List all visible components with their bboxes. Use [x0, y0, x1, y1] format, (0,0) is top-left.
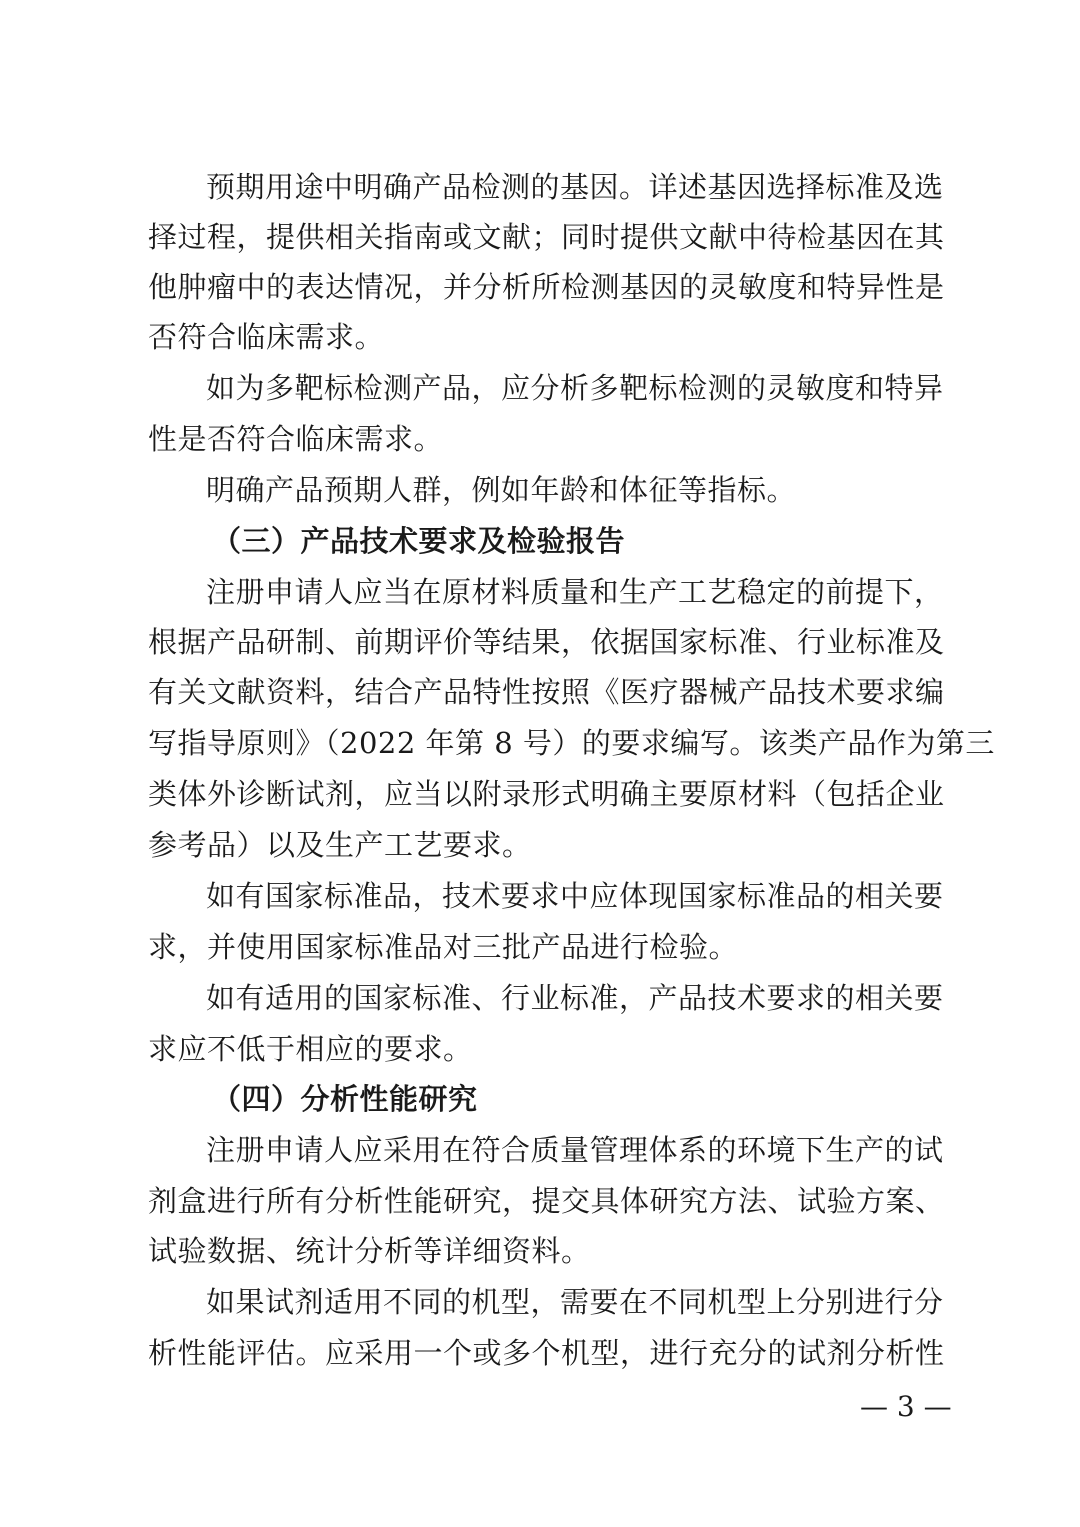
paragraph-5-line-4: 写指导原则》（2022 年第 8 号）的要求编写。该类产品作为第三	[148, 726, 995, 760]
paragraph-5-line-5: 类体外诊断试剂，应当以附录形式明确主要原材料（包括企业	[148, 777, 945, 811]
paragraph-9-line-3: 试验数据、统计分析等详细资料。	[148, 1234, 591, 1268]
paragraph-1-line-4: 否符合临床需求。	[148, 320, 385, 354]
paragraph-9-line-2: 剂盒进行所有分析性能研究，提交具体研究方法、试验方案、	[148, 1184, 945, 1218]
paragraph-5-line-1: 注册申请人应当在原材料质量和生产工艺稳定的前提下，	[206, 575, 944, 609]
paragraph-6-line-2: 求，并使用国家标准品对三批产品进行检验。	[148, 930, 739, 964]
paragraph-5-line-3: 有关文献资料，结合产品特性按照《医疗器械产品技术要求编	[148, 675, 945, 709]
paragraph-2-line-1: 如为多靶标检测产品，应分析多靶标检测的灵敏度和特异	[206, 371, 944, 405]
section-heading-3: （三）产品技术要求及检验报告	[212, 524, 626, 558]
paragraph-1-line-2: 择过程，提供相关指南或文献；同时提供文献中待检基因在其	[148, 220, 945, 254]
paragraph-1-line-1: 预期用途中明确产品检测的基因。详述基因选择标准及选	[206, 170, 944, 204]
paragraph-10-line-2: 析性能评估。应采用一个或多个机型，进行充分的试剂分析性	[148, 1336, 945, 1370]
paragraph-3-line-1: 明确产品预期人群，例如年龄和体征等指标。	[206, 473, 797, 507]
paragraph-6-line-1: 如有国家标准品，技术要求中应体现国家标准品的相关要	[206, 879, 944, 913]
paragraph-7-line-1: 如有适用的国家标准、行业标准，产品技术要求的相关要	[206, 981, 944, 1015]
paragraph-5-line-2: 根据产品研制、前期评价等结果，依据国家标准、行业标准及	[148, 625, 945, 659]
paragraph-1-line-3: 他肿瘤中的表达情况，并分析所检测基因的灵敏度和特异性是	[148, 270, 945, 304]
paragraph-9-line-1: 注册申请人应采用在符合质量管理体系的环境下生产的试	[206, 1133, 944, 1167]
paragraph-10-line-1: 如果试剂适用不同的机型，需要在不同机型上分别进行分	[206, 1285, 944, 1319]
paragraph-7-line-2: 求应不低于相应的要求。	[148, 1032, 473, 1066]
paragraph-5-line-6: 参考品）以及生产工艺要求。	[148, 828, 532, 862]
page-number: — 3 —	[860, 1390, 952, 1423]
section-heading-4: （四）分析性能研究	[212, 1082, 478, 1116]
paragraph-2-line-2: 性是否符合临床需求。	[148, 422, 444, 456]
